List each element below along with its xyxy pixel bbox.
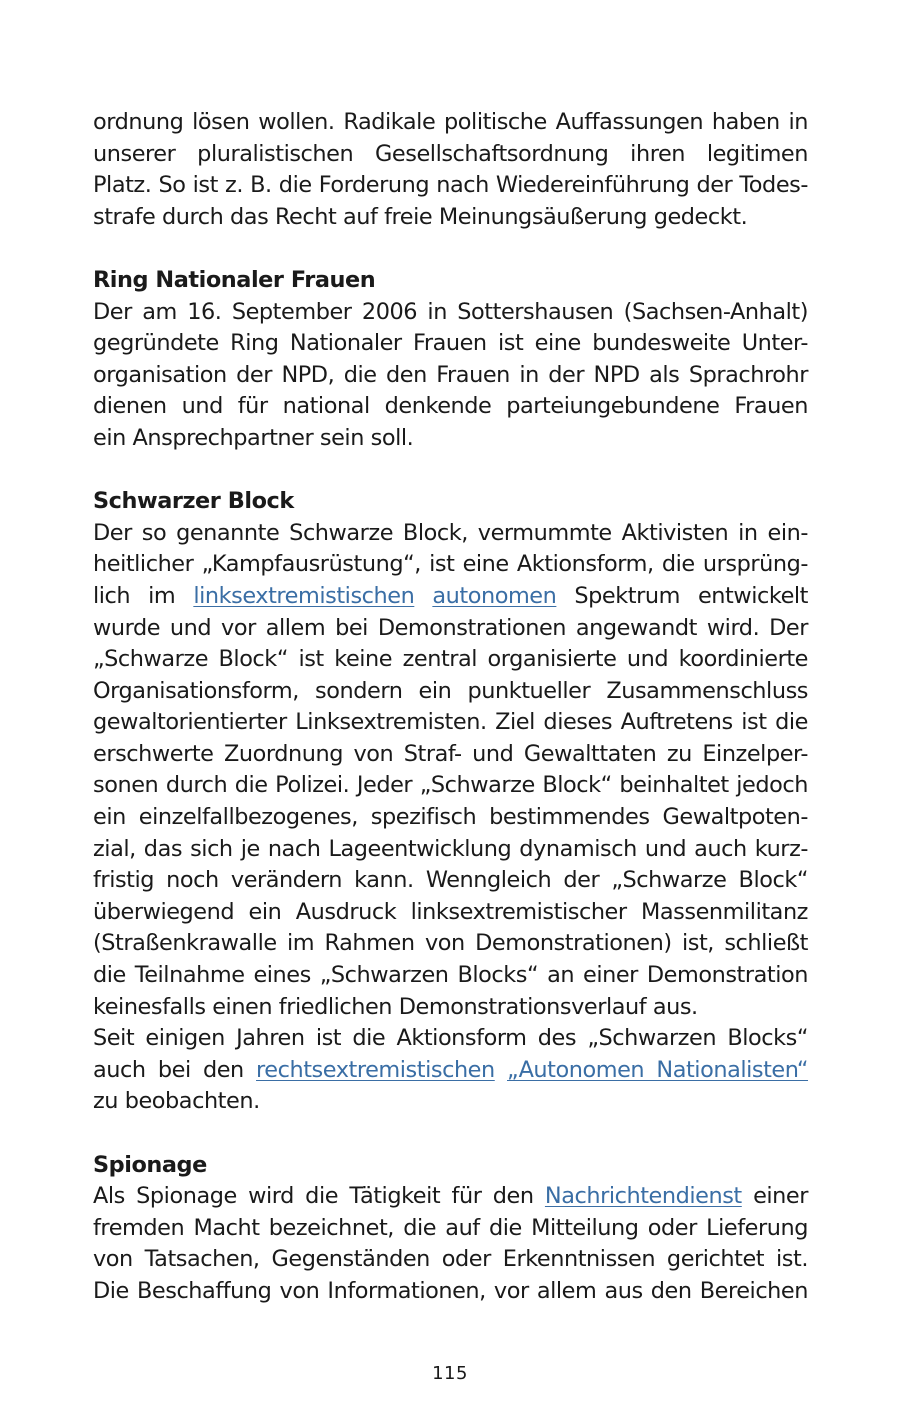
link-nachrichtendienst[interactable]: Nachrichtendienst <box>544 1183 742 1210</box>
text-line: zial, das sich je nach Lageentwicklung dynamisch und auch kurz- <box>93 835 808 862</box>
section-spionage <box>93 1150 808 1308</box>
text-line: zu beobachten. <box>93 1088 260 1115</box>
text-line: Organisationsform, sondern ein punktueller Zusammenschluss <box>93 677 808 704</box>
text-line: überwiegend ein Ausdruck linksextremistischer Massenmilitanz <box>93 898 808 925</box>
text-line-with-links <box>93 1181 808 1213</box>
text-fragment: lich im <box>93 582 176 609</box>
text-line: gewaltorientierter Linksextremisten. Ziel dieses Auftretens ist die <box>93 709 808 736</box>
paragraph-gap <box>93 455 808 487</box>
link-autonomen[interactable]: autonomen <box>432 582 557 609</box>
section-heading: Schwarzer Block <box>93 488 294 515</box>
text-line: fremden Macht bezeichnet, die auf die Mitteilung oder Lieferung <box>93 1214 808 1241</box>
text-line: wurde und vor allem bei Demonstrationen angewandt wird. Der <box>93 614 808 641</box>
text-line: „Schwarze Block“ ist keine zentral organisierte und koordinierte <box>93 646 808 673</box>
section-schwarzer-block <box>93 486 808 1118</box>
text-line: (Straßenkrawalle im Rahmen von Demonstrationen) ist, schließt <box>93 930 808 957</box>
text-line: von Tatsachen, Gegenständen oder Erkenntnissen gerichtet ist. <box>93 1246 808 1273</box>
link-rechtsextremistischen[interactable]: rechtsextremistischen <box>256 1056 495 1083</box>
text-line-with-links <box>93 1055 808 1087</box>
intro-paragraph <box>93 107 808 233</box>
text-line: organisation der NPD, die den Frauen in der NPD als Sprachrohr <box>93 361 808 388</box>
text-line: dienen und für national denkende parteiungebundene Frauen <box>93 393 808 420</box>
link-autonomen-nationalisten[interactable]: „Autonomen Nationalisten“ <box>507 1056 809 1083</box>
text-line: fristig noch verändern kann. Wenngleich der „Schwarze Block“ <box>93 867 808 894</box>
text-line-with-links <box>93 581 808 613</box>
text-line: heitlicher „Kampfausrüstung“, ist eine Aktionsform, die ursprüng- <box>93 551 808 578</box>
link-linksextremistischen[interactable]: linksextremistischen <box>193 582 415 609</box>
text-line: Der so genannte Schwarze Block, vermummte Aktivisten in ein- <box>93 519 808 546</box>
text-line: keinesfalls einen friedlichen Demonstrationsverlauf aus. <box>93 993 698 1020</box>
text-fragment: einer <box>753 1183 808 1210</box>
section-ring-nationaler-frauen <box>93 265 808 455</box>
page-number: 115 <box>432 1363 468 1384</box>
text-line: die Teilnahme eines „Schwarzen Blocks“ an einer Demonstration <box>93 962 808 989</box>
section-heading: Ring Nationaler Frauen <box>93 266 376 293</box>
text-line: ein einzelfallbezogenes, spezifisch bestimmendes Gewaltpoten- <box>93 804 808 831</box>
text-line: gegründete Ring Nationaler Frauen ist eine bundesweite Unter- <box>93 330 808 357</box>
page-content <box>93 107 808 1308</box>
text-line: ein Ansprechpartner sein soll. <box>93 424 414 451</box>
text-line: erschwerte Zuordnung von Straf- und Gewalttaten zu Einzelper- <box>93 740 808 767</box>
text-line: strafe durch das Recht auf freie Meinungsäußerung gedeckt. <box>93 203 748 230</box>
text-line: Platz. So ist z. B. die Forderung nach Wiedereinführung der Todes- <box>93 172 808 199</box>
text-line: Seit einigen Jahren ist die Aktionsform des „Schwarzen Blocks“ <box>93 1025 808 1052</box>
section-heading: Spionage <box>93 1151 207 1178</box>
text-line: unserer pluralistischen Gesellschaftsordnung ihren legitimen <box>93 140 808 167</box>
text-fragment: Als Spionage wird die Tätigkeit für den <box>93 1183 534 1210</box>
text-fragment: auch bei den <box>93 1056 244 1083</box>
text-line: Der am 16. September 2006 in Sottershausen (Sachsen-Anhalt) <box>93 298 808 325</box>
paragraph-gap <box>93 233 808 265</box>
text-fragment: Spektrum entwickelt <box>574 582 809 609</box>
text-line: ordnung lösen wollen. Radikale politische Auffassungen haben in <box>93 109 808 135</box>
text-line: Die Beschaffung von Informationen, vor allem aus den Bereichen <box>93 1277 808 1304</box>
text-line: sonen durch die Polizei. Jeder „Schwarze Block“ beinhaltet jedoch <box>93 772 808 799</box>
paragraph-gap <box>93 1118 808 1150</box>
